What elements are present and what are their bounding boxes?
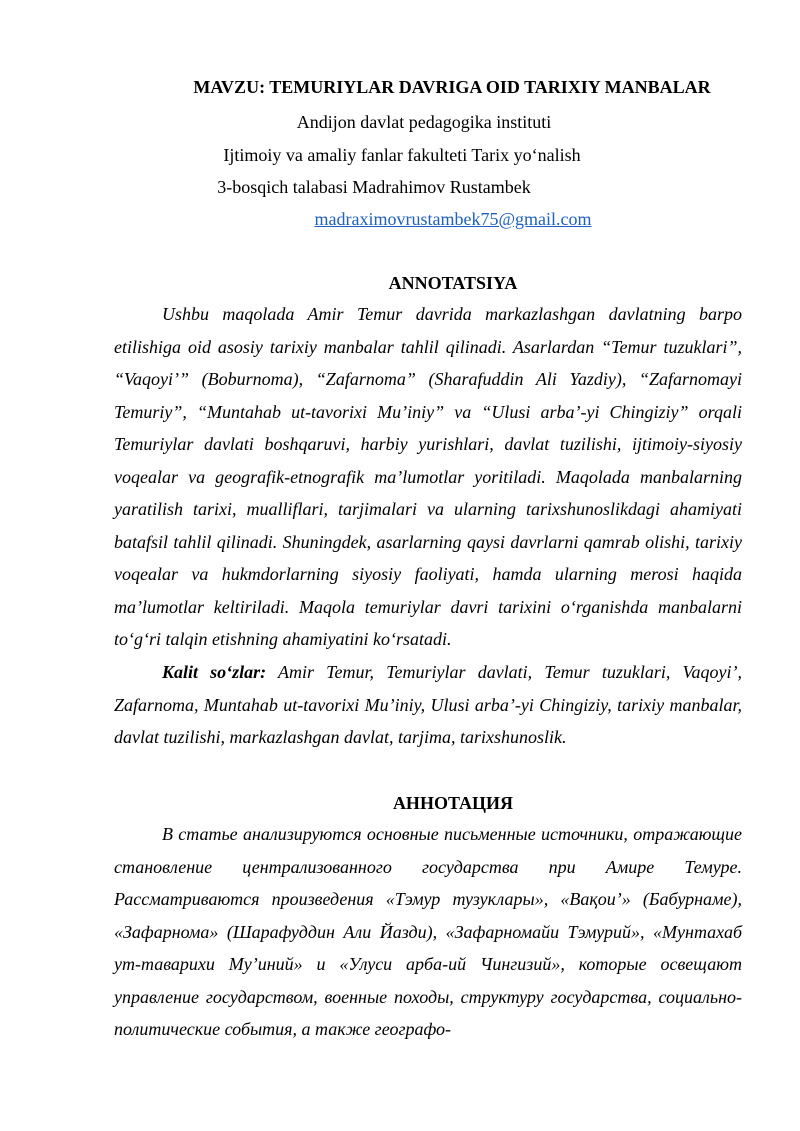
page-title: MAVZU: TEMURIYLAR DAVRIGA OID TARIXIY MANBALAR <box>193 77 711 97</box>
annotation-ru-paragraph: В статье анализируются основные письменные источники, отражающие становление централизованного государства при Амире Темуре. Рассматриваются произведения «Тэмур тузуклары», «Вақои’» (Бабурнаме), «Зафарнома» (Шарафуддин Али Йазди), «Зафарномайи Тэмурий», «Мунтахаб ут-таварихи Му’иний» и «Улуси арба-ий Чингизий», которые освещают управление государством, военные походы, структуру государства, социально-политические события, а также географо- <box>114 824 742 1039</box>
keywords-text: Amir Temur, Temuriylar davlati, Temur tuzuklari, Vaqoyi’, Zafarnoma, Muntahab ut-tavorixi Mu’iniy, Ulusi arba’-yi Chingiziy, tarixiy manbalar, davlat tuzilishi, markazlashgan davlat, tarjima, tarixshunoslik. <box>114 662 742 747</box>
author-email-container <box>53 208 800 230</box>
keywords-paragraph <box>114 656 742 754</box>
author-line: 3-bosqich talabasi Madrahimov Rustambek <box>217 177 531 197</box>
institution-line: Andijon davlat pedagogika instituti <box>296 112 552 132</box>
annotation-ru-heading: АННОТАЦИЯ <box>392 793 514 813</box>
annotation-uz-heading: ANNOTATSIYA <box>388 273 518 293</box>
annotation-uz-paragraph: Ushbu maqolada Amir Temur davrida markazlashgan davlatning barpo etilishiga oid asosiy tarixiy manbalar tahlil qilinadi. Asarlardan “Temur tuzuklari”, “Vaqoyi’” (Boburnoma), “Zafarnoma” (Sharafuddin Ali Yazdiy), “Zafarnomayi Temuriy”, “Muntahab ut-tavorixi Mu’iniy” va “Ulusi arba’-yi Chingiziy” orqali Temuriylar davlati boshqaruvi, harbiy yurishlari, davlat tuzilishi, ijtimoiy-siyosiy voqealar va geografik-etnografik ma’lumotlar yoritiladi. Maqolada manbalarning yaratilish tarixi, mualliflari, tarjimalari va ularning tarixshunoslikdagi ahamiyati batafsil tahlil qilinadi. Shuningdek, asarlarning qaysi davrlarni qamrab olishi, tarixiy voqealar va hukmdorlarning siyosiy faoliyati, hamda ularning merosi haqida ma’lumotlar keltiriladi. Maqola temuriylar davri tarixini o‘rganishda manbalarni to‘g‘ri talqin etishning ahamiyatini ko‘rsatadi. <box>114 304 742 649</box>
author-email-link[interactable]: madraximovrustambek75@gmail.com <box>314 209 592 229</box>
keywords-label: Kalit so‘zlar: <box>162 662 267 682</box>
faculty-line: Ijtimoiy va amaliy fanlar fakulteti Tarix yo‘nalish <box>223 145 581 165</box>
